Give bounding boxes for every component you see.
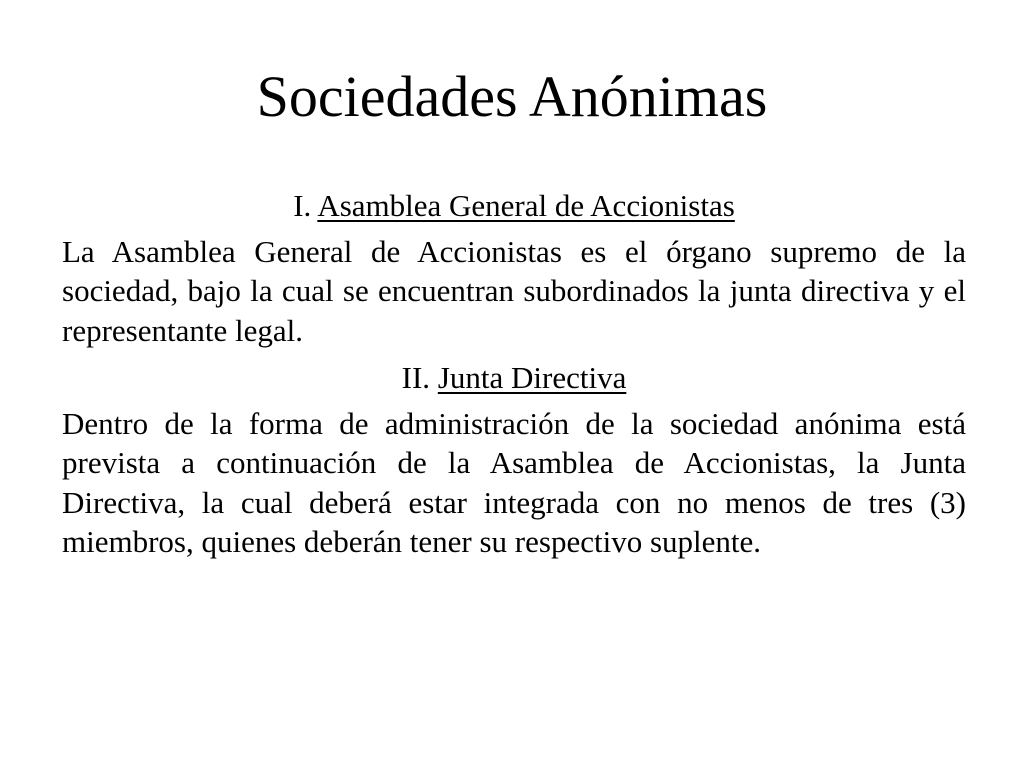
section-1-heading [62,186,966,226]
section-2-title: Junta Directiva [437,360,627,395]
slide-title: Sociedades Anónimas [256,64,768,129]
slide-content [62,186,966,570]
section-2-number: II. [401,360,431,395]
section-1-number: I. [293,188,312,223]
section-2-body: Dentro de la forma de administración de la sociedad anónima está prevista a continuación de la Asamblea de Accionistas, la Junta Directiva, la cual deberá estar integrada con no menos de tres (3) miembros, quienes deberán tener su respectivo suplente. [62,405,966,559]
section-1-body: La Asamblea General de Accionistas es el órgano supremo de la sociedad, bajo la cual se encuentran subordinados la junta directiva y el representante legal. [62,233,966,348]
section-1-title: Asamblea General de Accionistas [317,188,735,223]
section-2-heading [62,358,966,398]
